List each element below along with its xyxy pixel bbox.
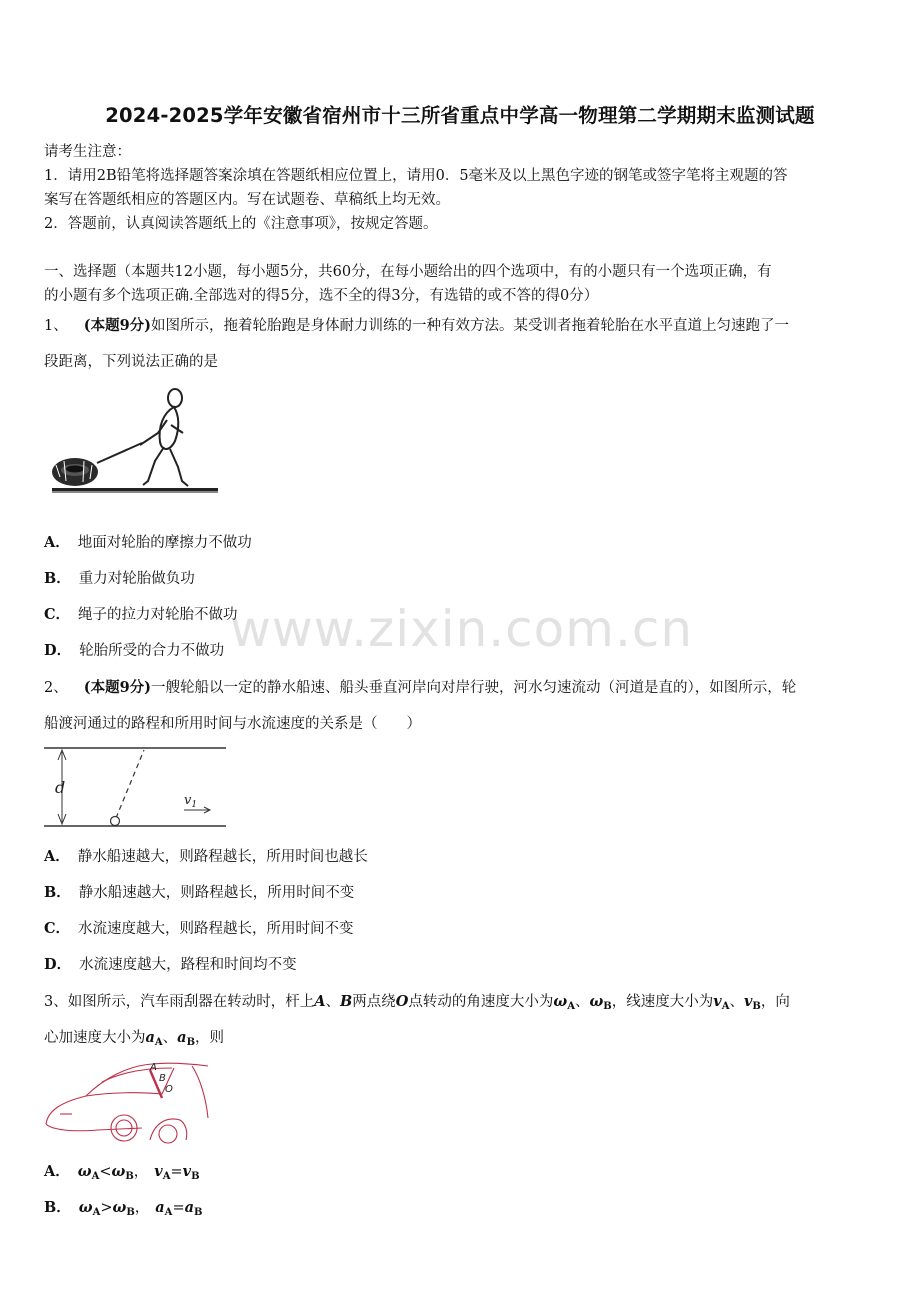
- q1-stem-line-2: 段距离，下列说法正确的是: [44, 354, 218, 370]
- q2-stem-line-2: 船渡河通过的路程和所用时间与水流速度的关系是（ ）: [44, 716, 421, 732]
- q1-stem-line-1: [44, 314, 789, 335]
- q3-stem-line-2: 心加速度大小为$a_A$、$a_B$，则: [44, 1029, 225, 1048]
- svg-text:B: B: [159, 1073, 166, 1084]
- q2-score: (本题9分): [83, 679, 152, 696]
- tire-dragging-figure: [50, 385, 220, 497]
- watermark: www.zixin.com.cn: [230, 600, 694, 658]
- q2-stem-line-1: [44, 676, 796, 697]
- q1-option-d[interactable]: D． 轮胎所受的合力不做功: [44, 642, 225, 659]
- q3-stem-line-1: 3、如图所示，汽车雨刮器在转动时，杆上A、B两点绕O点转动的角速度大小为$\omega_A$、$\omega_B$，线速度大小为$v_A$、$v_B$，向: [44, 993, 790, 1012]
- q1-number: 1、: [44, 318, 68, 334]
- car-wiper-figure: [42, 1058, 212, 1142]
- page-title: 2024-2025学年安徽省宿州市十三所省重点中学高一物理第二学期期末监测试题: [105, 104, 815, 127]
- section-heading-line-2: 的小题有多个选项正确.全部选对的得5分，选不全的得3分，有选错的或不答的得0分）: [44, 288, 599, 304]
- q3-option-a[interactable]: A． $\omega_A<\omega_B$， $v_A=v_B$: [44, 1163, 200, 1182]
- q2-option-a[interactable]: A． 静水船速越大，则路程越长，所用时间也越长: [44, 848, 368, 865]
- q1-score: (本题9分): [83, 317, 152, 334]
- q2-option-d[interactable]: D． 水流速度越大，路程和时间均不变: [44, 956, 297, 973]
- notice-item-2: 2．答题前，认真阅读答题纸上的《注意事项》，按规定答题。: [44, 216, 438, 232]
- q2-option-c[interactable]: C． 水流速度越大，则路程越长，所用时间不变: [44, 920, 354, 937]
- svg-text:O: O: [165, 1084, 173, 1095]
- v1-label: $v_1$: [184, 793, 198, 810]
- q1-option-b[interactable]: B． 重力对轮胎做负功: [44, 570, 195, 587]
- svg-text:A: A: [150, 1062, 157, 1073]
- q2-stem-text: 一艘轮船以一定的静水船速、船头垂直河岸向对岸行驶，河水匀速流动（河道是直的），如图所示，轮: [151, 680, 797, 696]
- d-label: d: [55, 778, 66, 797]
- q1-option-a[interactable]: A． 地面对轮胎的摩擦力不做功: [44, 534, 252, 551]
- q2-number: 2、: [44, 680, 68, 696]
- notice-item-1-line-2: 案写在答题纸相应的答题区内。写在试题卷、草稿纸上均无效。: [44, 192, 450, 208]
- notice-heading: 请考生注意：: [44, 144, 131, 160]
- river-crossing-figure: [44, 744, 228, 830]
- notice-item-1-line-1: 1．请用2B铅笔将选择题答案涂填在答题纸相应位置上，请用0．5毫米及以上黑色字迹的钢笔或签字笔将主观题的答: [44, 168, 788, 184]
- q2-option-b[interactable]: B． 静水船速越大，则路程越长，所用时间不变: [44, 884, 355, 901]
- q1-option-c[interactable]: C． 绳子的拉力对轮胎不做功: [44, 606, 238, 623]
- q3-option-b[interactable]: B． $\omega_A>\omega_B$， $a_A=a_B$: [44, 1199, 203, 1218]
- q1-stem-text: 如图所示，拖着轮胎跑是身体耐力训练的一种有效方法。某受训者拖着轮胎在水平直道上匀速跑了一: [151, 318, 790, 334]
- section-heading-line-1: 一、选择题（本题共12小题，每小题5分，共60分，在每小题给出的四个选项中，有的小题只有一个选项正确，有: [44, 264, 772, 280]
